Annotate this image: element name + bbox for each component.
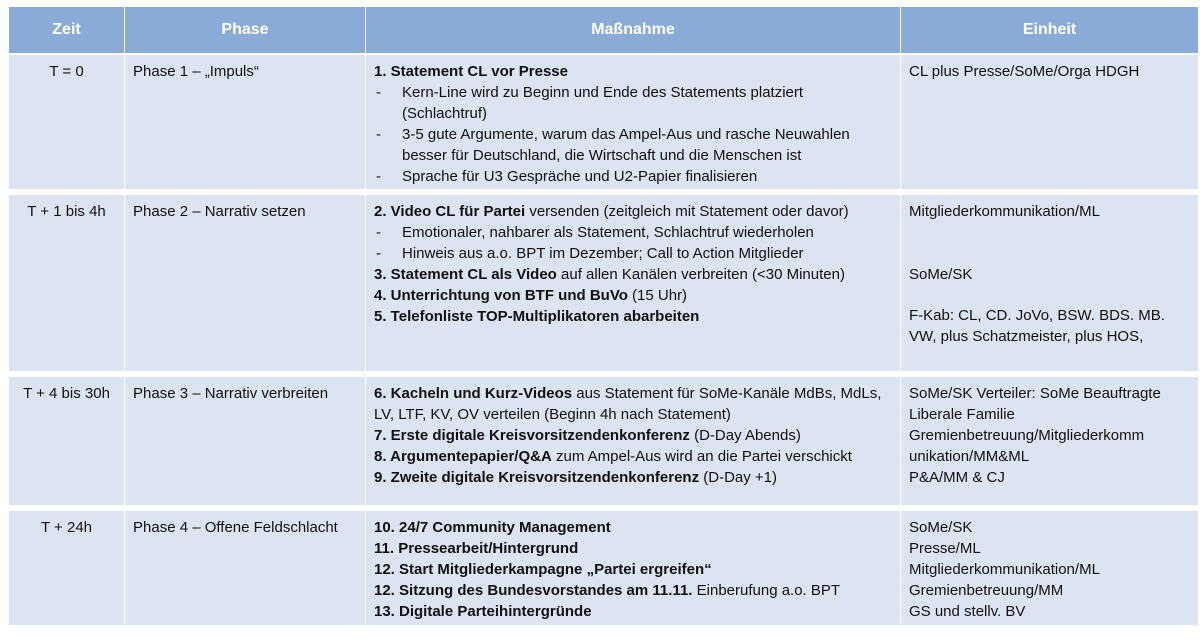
- zeit-cell: T + 1 bis 4h: [9, 192, 125, 374]
- massnahme-cell: [366, 374, 901, 508]
- unit-entry: Mitgliederkommunikation/ML: [909, 561, 1100, 578]
- phase-cell: Phase 4 – Offene Feldschlacht: [125, 508, 366, 628]
- measure-bullet: - 3-5 gute Argumente, warum das Ampel-Aus und rasche Neuwahlen besser für Deutschland, die Wirtschaft und die Menschen ist: [376, 126, 850, 164]
- unit-entry: CL plus Presse/SoMe/Orga HDGH: [909, 63, 1140, 80]
- table-row: [9, 374, 1199, 508]
- measure-entry: 8. Argumentepapier/Q&A zum Ampel-Aus wird an die Partei verschickt: [374, 448, 852, 465]
- massnahme-cell: [366, 54, 901, 192]
- measure-entry: 1. Statement CL vor Presse: [374, 63, 568, 80]
- zeit-cell: T + 4 bis 30h: [9, 374, 125, 508]
- measure-entry: 2. Video CL für Partei versenden (zeitgleich mit Statement oder davor): [374, 203, 849, 220]
- measure-entry: 7. Erste digitale Kreisvorsitzendenkonferenz (D-Day Abends): [374, 427, 801, 444]
- measure-bullet: - Kern-Line wird zu Beginn und Ende des Statements platziert (Schlachtruf): [376, 84, 804, 122]
- measure-bullet: - Hinweis aus a.o. BPT im Dezember; Call to Action Mitglieder: [376, 245, 804, 262]
- measure-entry: 5. Telefonliste TOP-Multiplikatoren abarbeiten: [374, 308, 700, 325]
- header-zeit: Zeit: [9, 7, 125, 55]
- zeit-cell: T + 24h: [9, 508, 125, 628]
- massnahme-cell: [366, 192, 901, 374]
- header-massnahme: Maßnahme: [366, 7, 901, 55]
- phase-cell: Phase 1 – „Impuls“: [125, 54, 366, 192]
- measure-entry: 12. Start Mitgliederkampagne „Partei ergreifen“: [374, 561, 712, 578]
- measure-entry: 9. Zweite digitale Kreisvorsitzendenkonferenz (D-Day +1): [374, 469, 778, 486]
- massnahme-cell: [366, 508, 901, 628]
- unit-entry: Gremienbetreuung/MM: [909, 582, 1064, 599]
- measure-bullet: - Emotionaler, nahbarer als Statement, Schlachtruf wiederholen: [376, 224, 814, 241]
- measure-entry: 10. 24/7 Community Management: [374, 519, 611, 536]
- measure-entry: 13. Digitale Parteihintergründe: [374, 603, 592, 620]
- phase-cell: Phase 3 – Narrativ verbreiten: [125, 374, 366, 508]
- unit-entry: Presse/ML: [909, 540, 981, 557]
- plan-table: [8, 6, 1199, 631]
- table-row: [9, 192, 1199, 374]
- header-row: [9, 7, 1199, 55]
- header-phase: Phase: [125, 7, 366, 55]
- measure-bullet: - Sprache für U3 Gespräche und U2-Papier finalisieren: [376, 168, 758, 185]
- zeit-cell: T = 0: [9, 54, 125, 192]
- einheit-cell: [901, 374, 1199, 508]
- measure-entry: 11. Pressearbeit/Hintergrund: [374, 540, 579, 557]
- unit-entry: P&A/MM & CJ: [909, 469, 1005, 486]
- unit-entry: F-Kab: CL, CD. JoVo, BSW. BDS. MB. VW, plus Schatzmeister, plus HOS,: [909, 307, 1165, 345]
- einheit-cell: [901, 192, 1199, 374]
- unit-entry: Mitgliederkommunikation/ML: [909, 203, 1100, 220]
- einheit-cell: [901, 54, 1199, 192]
- phase-cell: Phase 2 – Narrativ setzen: [125, 192, 366, 374]
- unit-entry: GS und stellv. BV: [909, 603, 1026, 620]
- einheit-cell: [901, 508, 1199, 628]
- header-einheit: Einheit: [901, 7, 1199, 55]
- table-row: [9, 508, 1199, 628]
- measure-entry: 6. Kacheln und Kurz-Videos aus Statement für SoMe-Kanäle MdBs, MdLs, LV, LTF, KV, OV verteilen (Beginn 4h nach Statement): [374, 385, 882, 423]
- unit-entry: SoMe/SK: [909, 266, 973, 283]
- unit-entry: SoMe/SK Verteiler: SoMe Beauftragte Liberale Familie: [909, 385, 1161, 423]
- measure-entry: 12. Sitzung des Bundesvorstandes am 11.11. Einberufung a.o. BPT: [374, 582, 841, 599]
- measure-entry: 4. Unterrichtung von BTF und BuVo (15 Uhr): [374, 287, 688, 304]
- unit-entry: Gremienbetreuung/Mitgliederkomm unikation/MM&ML: [909, 427, 1145, 465]
- table-row: [9, 54, 1199, 192]
- unit-entry: SoMe/SK: [909, 519, 973, 536]
- measure-entry: 3. Statement CL als Video auf allen Kanälen verbreiten (<30 Minuten): [374, 266, 845, 283]
